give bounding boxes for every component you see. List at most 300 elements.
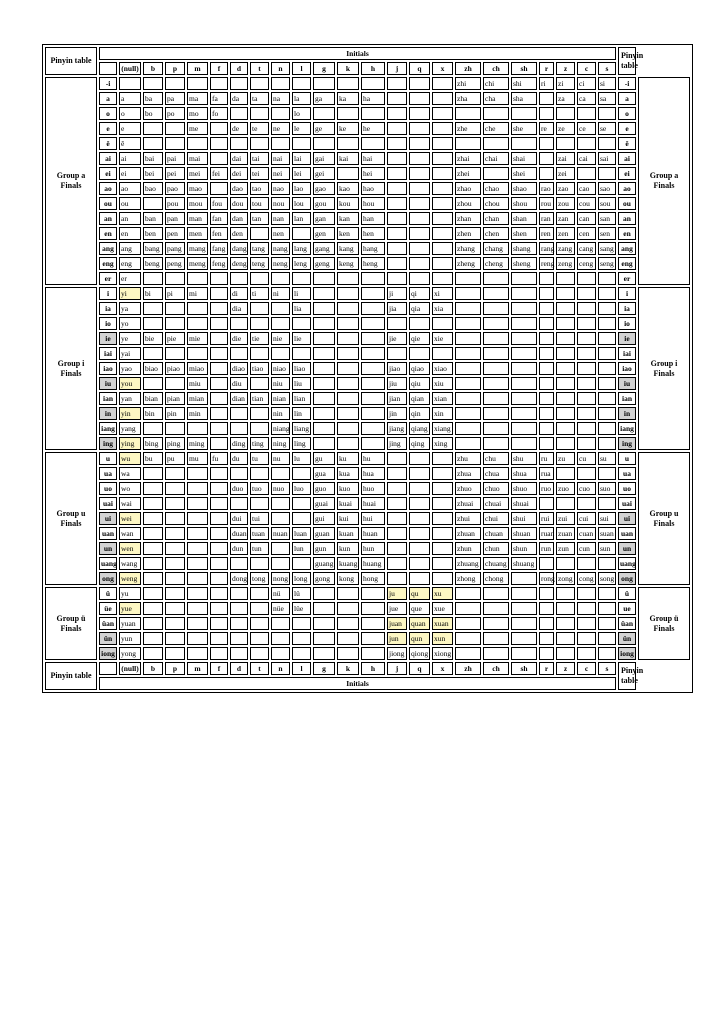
syllable-cell — [210, 182, 228, 195]
final-label-right: ou — [618, 197, 636, 210]
syllable-cell — [432, 452, 453, 465]
syllable-cell — [337, 302, 359, 315]
syllable-cell — [292, 317, 311, 330]
syllable-cell — [361, 347, 385, 360]
syllable-cell: yue — [119, 602, 141, 615]
syllable-cell — [210, 332, 228, 345]
syllable-cell: miu — [187, 377, 208, 390]
syllable-cell — [292, 467, 311, 480]
syllable-cell — [210, 137, 228, 150]
syllable-cell — [432, 212, 453, 225]
syllable-cell — [143, 542, 163, 555]
syllable-cell: xiao — [432, 362, 453, 375]
syllable-cell: chen — [483, 227, 509, 240]
syllable-cell: suo — [598, 482, 616, 495]
syllable-cell: zhu — [455, 452, 481, 465]
syllable-cell: miao — [187, 362, 208, 375]
syllable-cell — [143, 467, 163, 480]
syllable-cell: nang — [271, 242, 290, 255]
syllable-cell — [361, 647, 385, 660]
syllable-cell: zuan — [556, 527, 575, 540]
syllable-cell — [598, 302, 616, 315]
syllable-cell: na — [271, 92, 290, 105]
syllable-cell — [230, 467, 248, 480]
final-row — [45, 632, 690, 645]
final-label-right: er — [618, 272, 636, 285]
syllable-cell: chu — [483, 452, 509, 465]
syllable-cell: dian — [230, 392, 248, 405]
syllable-cell — [230, 272, 248, 285]
syllable-cell — [577, 467, 596, 480]
syllable-cell — [271, 77, 290, 90]
syllable-cell — [387, 212, 407, 225]
initial-header-7: n — [271, 62, 290, 75]
syllable-cell — [210, 542, 228, 555]
syllable-cell: zhan — [455, 212, 481, 225]
syllable-cell — [511, 287, 537, 300]
syllable-cell — [483, 107, 509, 120]
syllable-cell: xiang — [432, 422, 453, 435]
syllable-cell: guai — [313, 497, 335, 510]
syllable-cell — [165, 272, 185, 285]
syllable-cell: cuan — [577, 527, 596, 540]
final-label-left: ing — [99, 437, 117, 450]
syllable-cell: kuan — [337, 527, 359, 540]
initial-footer-17: sh — [511, 662, 537, 675]
syllable-cell — [387, 572, 407, 585]
syllable-cell: ren — [539, 227, 554, 240]
syllable-cell: seng — [598, 257, 616, 270]
syllable-cell — [337, 287, 359, 300]
syllable-cell: ceng — [577, 257, 596, 270]
syllable-cell — [271, 617, 290, 630]
syllable-cell — [337, 107, 359, 120]
syllable-cell: nei — [271, 167, 290, 180]
syllable-cell — [210, 347, 228, 360]
syllable-cell: niu — [271, 377, 290, 390]
final-row — [45, 317, 690, 330]
syllable-cell — [292, 617, 311, 630]
syllable-cell — [313, 392, 335, 405]
syllable-cell — [361, 332, 385, 345]
final-row — [45, 302, 690, 315]
syllable-cell — [187, 542, 208, 555]
syllable-cell: ruan — [541, 529, 555, 538]
syllable-cell — [292, 557, 311, 570]
final-row — [45, 497, 690, 510]
final-row — [45, 182, 690, 195]
final-row — [45, 362, 690, 375]
syllable-cell — [210, 482, 228, 495]
syllable-cell — [271, 512, 290, 525]
final-label-left: ang — [99, 242, 117, 255]
syllable-cell — [511, 422, 537, 435]
syllable-cell — [409, 452, 430, 465]
syllable-cell — [539, 602, 554, 615]
syllable-cell: deng — [232, 259, 247, 268]
syllable-cell: rua — [539, 467, 554, 480]
syllable-cell: ping — [165, 437, 185, 450]
syllable-cell: gui — [313, 512, 335, 525]
syllable-cell: pang — [165, 242, 185, 255]
syllable-cell: cha — [483, 92, 509, 105]
syllable-cell: rui — [539, 512, 554, 525]
final-label-left: o — [99, 107, 117, 120]
syllable-cell: qia — [409, 302, 430, 315]
syllable-cell — [271, 107, 290, 120]
syllable-cell — [483, 377, 509, 390]
syllable-cell — [483, 392, 509, 405]
initial-footer-19: z — [556, 662, 575, 675]
syllable-cell — [409, 167, 430, 180]
syllable-cell — [409, 212, 430, 225]
syllable-cell — [483, 632, 509, 645]
syllable-cell: dan — [230, 212, 248, 225]
syllable-cell: bin — [143, 407, 163, 420]
syllable-cell: ling — [292, 437, 311, 450]
syllable-cell — [577, 377, 596, 390]
syllable-cell: zu — [556, 452, 575, 465]
final-row — [45, 347, 690, 360]
syllable-cell: cang — [577, 242, 596, 255]
syllable-cell — [387, 92, 407, 105]
syllable-cell: zha — [455, 92, 481, 105]
syllable-cell: zhuang — [455, 557, 481, 570]
syllable-cell — [539, 632, 554, 645]
syllable-cell — [483, 437, 509, 450]
syllable-cell: tie — [250, 332, 269, 345]
syllable-cell — [511, 302, 537, 315]
syllable-cell — [598, 167, 616, 180]
syllable-cell: guan — [313, 527, 335, 540]
syllable-cell — [577, 287, 596, 300]
syllable-cell: cuo — [577, 482, 596, 495]
syllable-cell — [187, 587, 208, 600]
pinyin-table-title-top-left: Pinyin table — [45, 47, 97, 75]
syllable-cell — [511, 107, 537, 120]
final-label-left: ê — [99, 137, 117, 150]
syllable-cell — [271, 557, 290, 570]
syllable-cell: hou — [361, 197, 385, 210]
syllable-cell — [409, 242, 430, 255]
syllable-cell — [432, 107, 453, 120]
syllable-cell: yo — [119, 317, 141, 330]
final-label-left: uo — [99, 482, 117, 495]
syllable-cell — [292, 347, 311, 360]
syllable-cell — [210, 152, 228, 165]
syllable-cell — [483, 287, 509, 300]
syllable-cell — [230, 407, 248, 420]
syllable-cell: bei — [143, 167, 163, 180]
syllable-cell: le — [292, 122, 311, 135]
syllable-cell — [165, 557, 185, 570]
syllable-cell — [143, 122, 163, 135]
final-row — [45, 122, 690, 135]
syllable-cell: dou — [230, 197, 248, 210]
syllable-cell: qiao — [409, 362, 430, 375]
syllable-cell — [361, 77, 385, 90]
syllable-cell: gen — [313, 227, 335, 240]
syllable-cell: fu — [210, 452, 228, 465]
final-label-right: ua — [618, 467, 636, 480]
syllable-cell — [598, 602, 616, 615]
syllable-cell: ya — [119, 302, 141, 315]
syllable-cell: zhi — [455, 77, 481, 90]
initial-header-8: l — [292, 62, 311, 75]
syllable-cell: mo — [187, 107, 208, 120]
syllable-cell — [539, 347, 554, 360]
syllable-cell — [337, 422, 359, 435]
syllable-cell — [337, 392, 359, 405]
syllable-cell: ta — [250, 92, 269, 105]
syllable-cell: bo — [143, 107, 163, 120]
syllable-cell — [250, 137, 269, 150]
syllable-cell: zhe — [455, 122, 481, 135]
syllable-cell: tun — [250, 542, 269, 555]
syllable-cell — [577, 602, 596, 615]
syllable-cell — [165, 587, 185, 600]
syllable-cell: dang — [232, 244, 247, 253]
syllable-cell: kuai — [337, 497, 359, 510]
syllable-cell: zhuai — [455, 497, 481, 510]
syllable-cell: kua — [337, 467, 359, 480]
final-row — [45, 152, 690, 165]
syllable-cell: fa — [210, 92, 228, 105]
syllable-cell: ou — [119, 197, 141, 210]
header-row-top — [45, 47, 690, 60]
syllable-cell: chua — [483, 467, 509, 480]
syllable-cell — [292, 272, 311, 285]
final-label-right: o — [618, 107, 636, 120]
syllable-cell — [432, 527, 453, 540]
final-row — [45, 242, 690, 255]
syllable-cell: cai — [577, 152, 596, 165]
syllable-cell — [511, 647, 537, 660]
syllable-cell — [230, 587, 248, 600]
syllable-cell: tu — [250, 452, 269, 465]
syllable-cell: chuan — [483, 527, 509, 540]
syllable-cell: chi — [483, 77, 509, 90]
syllable-cell: ci — [577, 77, 596, 90]
syllable-cell: jian — [387, 392, 407, 405]
syllable-cell — [119, 77, 141, 90]
syllable-cell — [210, 512, 228, 525]
syllable-cell: xian — [432, 392, 453, 405]
syllable-cell: sa — [598, 92, 616, 105]
syllable-cell: chai — [483, 152, 509, 165]
syllable-cell: cao — [577, 182, 596, 195]
syllable-cell — [210, 602, 228, 615]
syllable-cell — [432, 572, 453, 585]
syllable-cell — [409, 542, 430, 555]
syllable-cell: qiang — [409, 422, 430, 435]
syllable-cell: den — [230, 227, 248, 240]
syllable-cell: bu — [143, 452, 163, 465]
syllable-cell: du — [230, 452, 248, 465]
syllable-cell: jin — [387, 407, 407, 420]
syllable-cell — [598, 377, 616, 390]
syllable-cell — [387, 452, 407, 465]
syllable-cell: kun — [337, 542, 359, 555]
syllable-cell — [539, 362, 554, 375]
syllable-cell: zi — [556, 77, 575, 90]
syllable-cell: jing — [387, 437, 407, 450]
syllable-cell: liang — [294, 424, 309, 433]
syllable-cell — [598, 362, 616, 375]
syllable-cell: heng — [361, 257, 385, 270]
group-label-left: Group i Finals — [45, 287, 97, 450]
syllable-cell: ka — [337, 92, 359, 105]
syllable-cell: beng — [143, 257, 163, 270]
syllable-cell — [250, 272, 269, 285]
syllable-cell: lüe — [292, 602, 311, 615]
syllable-cell — [210, 467, 228, 480]
syllable-cell — [556, 437, 575, 450]
syllable-cell — [210, 122, 228, 135]
syllable-cell: cou — [577, 197, 596, 210]
syllable-cell: kou — [337, 197, 359, 210]
syllable-cell — [455, 392, 481, 405]
syllable-cell: zen — [556, 227, 575, 240]
final-label-left: ei — [99, 167, 117, 180]
final-label-right: ê — [618, 137, 636, 150]
syllable-cell — [432, 92, 453, 105]
syllable-cell: niang — [273, 424, 290, 433]
syllable-cell: pei — [165, 167, 185, 180]
final-label-right: ao — [618, 182, 636, 195]
syllable-cell — [539, 422, 554, 435]
syllable-cell — [556, 107, 575, 120]
syllable-cell — [598, 407, 616, 420]
syllable-cell — [271, 347, 290, 360]
syllable-cell — [165, 542, 185, 555]
syllable-cell: nong — [273, 574, 288, 583]
final-row — [45, 527, 690, 540]
syllable-cell — [313, 647, 335, 660]
syllable-cell: suan — [598, 527, 616, 540]
syllable-cell — [539, 437, 554, 450]
syllable-cell: hao — [361, 182, 385, 195]
final-label-right: ang — [618, 242, 636, 255]
syllable-cell — [165, 77, 185, 90]
syllable-cell: shua — [511, 467, 537, 480]
syllable-cell: teng — [250, 257, 269, 270]
syllable-cell — [432, 77, 453, 90]
syllable-cell — [577, 332, 596, 345]
initial-header-20: c — [577, 62, 596, 75]
syllable-cell: sha — [511, 92, 537, 105]
syllable-cell: ao — [119, 182, 141, 195]
syllable-cell: guo — [313, 482, 335, 495]
pinyin-table-title-bottom-left: Pinyin table — [45, 662, 97, 690]
syllable-cell — [361, 302, 385, 315]
syllable-cell: shan — [511, 212, 537, 225]
syllable-cell — [387, 197, 407, 210]
syllable-cell — [539, 557, 554, 570]
syllable-cell — [511, 407, 537, 420]
syllable-cell: shi — [511, 77, 537, 90]
syllable-cell: si — [598, 77, 616, 90]
syllable-cell — [598, 497, 616, 510]
syllable-cell — [432, 167, 453, 180]
initial-header-19: z — [556, 62, 575, 75]
syllable-cell: zuo — [556, 482, 575, 495]
syllable-cell — [210, 422, 228, 435]
syllable-cell — [511, 632, 537, 645]
syllable-cell — [539, 587, 554, 600]
pinyin-table-title-bottom-right: Pinyin table — [618, 662, 636, 690]
syllable-cell: mou — [187, 197, 208, 210]
syllable-cell: kong — [337, 572, 359, 585]
syllable-cell: diu — [230, 377, 248, 390]
final-label-left: in — [99, 407, 117, 420]
syllable-cell — [165, 527, 185, 540]
syllable-cell — [539, 272, 554, 285]
syllable-cell — [409, 77, 430, 90]
final-label-left: uai — [99, 497, 117, 510]
syllable-cell — [556, 497, 575, 510]
syllable-cell — [598, 392, 616, 405]
syllable-cell — [313, 602, 335, 615]
syllable-cell — [556, 287, 575, 300]
syllable-cell: wan — [119, 527, 141, 540]
syllable-cell: kuang — [339, 559, 358, 568]
syllable-cell — [455, 302, 481, 315]
syllable-cell: lan — [292, 212, 311, 225]
syllable-cell — [187, 137, 208, 150]
syllable-cell: ge — [313, 122, 335, 135]
syllable-cell: nai — [271, 152, 290, 165]
syllable-cell: an — [119, 212, 141, 225]
syllable-cell: zhun — [455, 542, 481, 555]
syllable-cell: diao — [230, 362, 248, 375]
syllable-cell — [598, 587, 616, 600]
syllable-cell — [432, 557, 453, 570]
syllable-cell — [337, 167, 359, 180]
syllable-cell: rou — [539, 197, 554, 210]
syllable-cell — [165, 632, 185, 645]
syllable-cell: ma — [187, 92, 208, 105]
syllable-cell: mai — [187, 152, 208, 165]
syllable-cell — [556, 632, 575, 645]
syllable-cell — [598, 467, 616, 480]
initial-footer-3: m — [187, 662, 208, 675]
final-row — [45, 167, 690, 180]
syllable-cell: mu — [187, 452, 208, 465]
syllable-cell: sheng — [511, 257, 537, 270]
final-label-left: ia — [99, 302, 117, 315]
syllable-cell: ri — [539, 77, 554, 90]
syllable-cell: gu — [313, 452, 335, 465]
syllable-cell — [483, 347, 509, 360]
syllable-cell: zhen — [455, 227, 481, 240]
syllable-cell: wo — [119, 482, 141, 495]
initial-footer-6: t — [250, 662, 269, 675]
syllable-cell — [598, 272, 616, 285]
syllable-cell — [210, 557, 228, 570]
syllable-cell: ze — [556, 122, 575, 135]
syllable-cell — [432, 137, 453, 150]
syllable-cell — [165, 302, 185, 315]
syllable-cell — [230, 602, 248, 615]
syllable-cell — [361, 632, 385, 645]
syllable-cell — [271, 467, 290, 480]
final-row — [45, 332, 690, 345]
syllable-cell: nin — [271, 407, 290, 420]
syllable-cell: lun — [292, 542, 311, 555]
syllable-cell — [313, 617, 335, 630]
syllable-cell: wei — [119, 512, 141, 525]
